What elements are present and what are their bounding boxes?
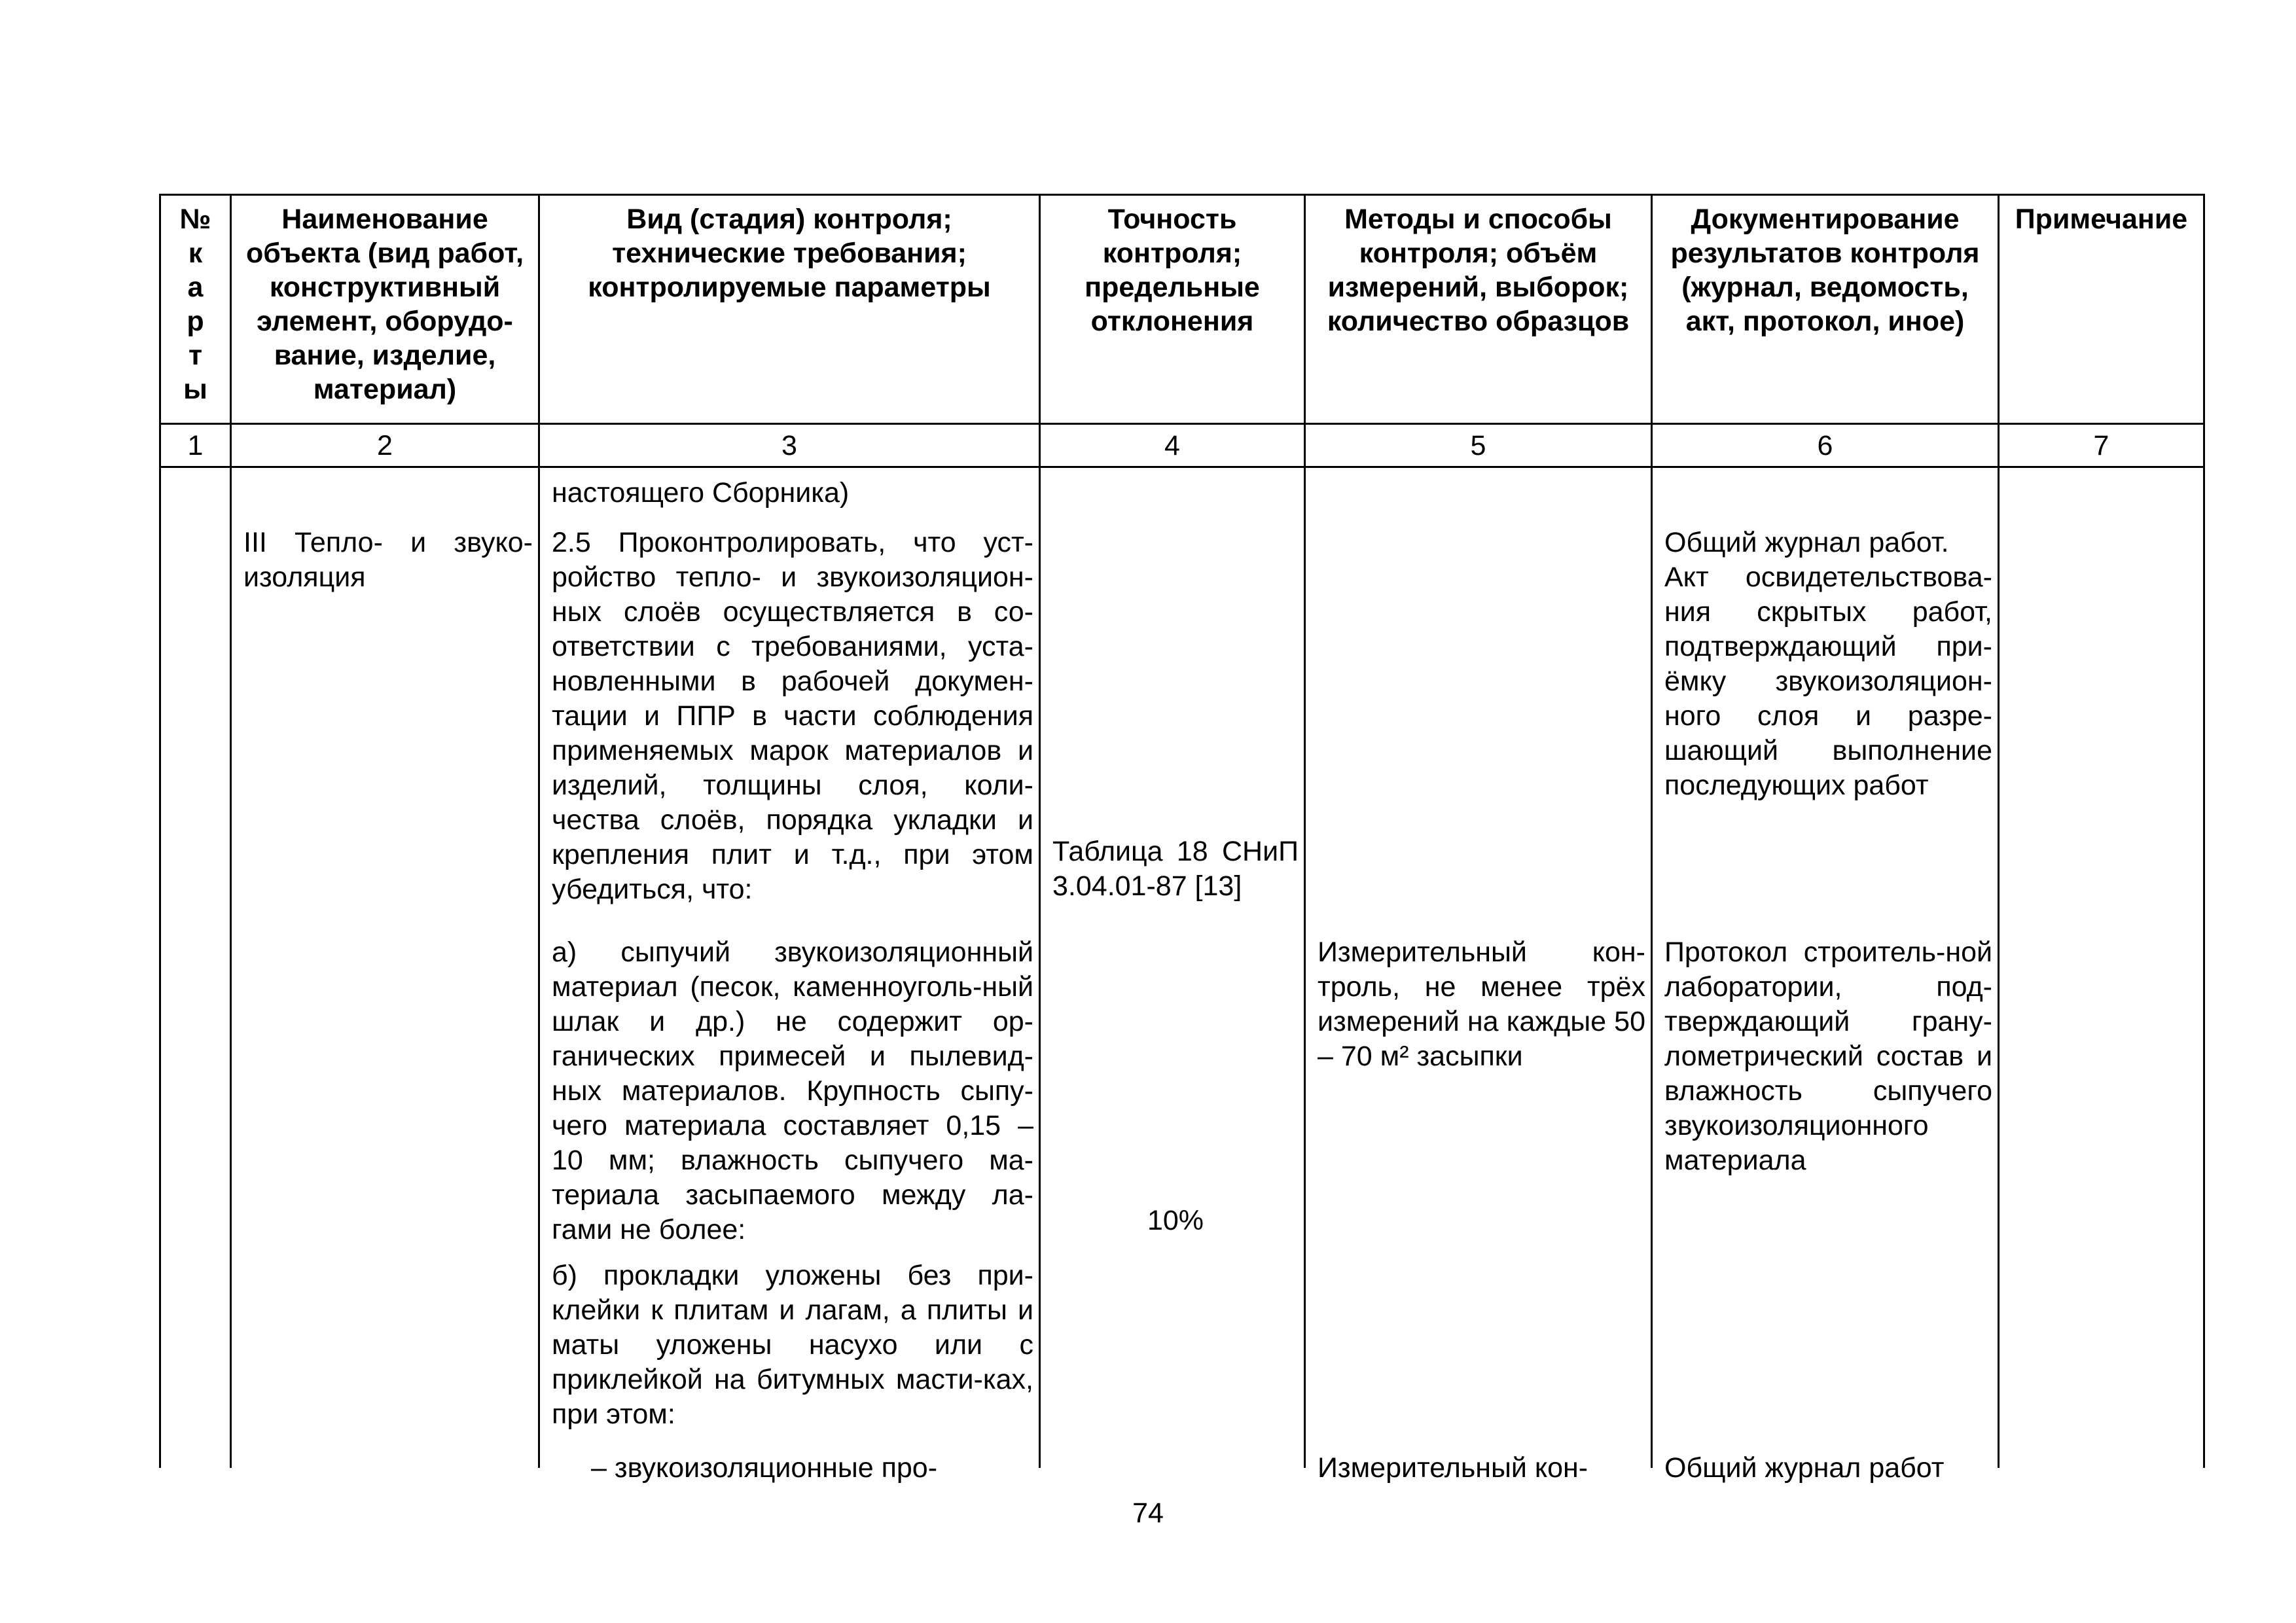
control-type-cell bbox=[539, 467, 1040, 1484]
header-object-name: Наименование объекта (вид работ, конструктивный элемент, оборудо-вание, изделие, материал) bbox=[231, 195, 539, 424]
accuracy-cell bbox=[1040, 467, 1305, 1469]
column-number: 2 bbox=[231, 424, 539, 467]
item-2-5: 2.5 Проконтролировать, что уст-ройство тепло- и звукоизоляцион-ных слоёв осуществляется в со-ответствии с требованиями, уста-новленными в рабочей докумен-тации и ППР в части соблюдения применяемых марок материалов и изделий, толщины слоя, коли-чества слоёв, порядка укладки и крепления плит и т.д., при этом убедиться, что: bbox=[552, 527, 1033, 905]
doc-journal: Общий журнал работ. bbox=[1664, 527, 1949, 558]
methods-cell bbox=[1305, 467, 1652, 1484]
column-number: 6 bbox=[1652, 424, 1999, 467]
header-methods: Методы и способы контроля; объём измерений, выборок; количество образцов bbox=[1305, 195, 1652, 424]
continued-text: настоящего Сборника) bbox=[552, 477, 850, 508]
item-a: а) сыпучий звукоизоляционный материал (песок, каменноуголь-ный шлак и др.) не содержит ор-ганических примесей и пылевид-ных материалов. Крупность сыпу-чего материала составляет 0,15 – 10 мм; влажность сыпучего ма-териала засыпаемого между ла-гами не более: bbox=[552, 936, 1033, 1245]
column-number: 3 bbox=[539, 424, 1040, 467]
doc-act: Акт освидетельствова-ния скрытых работ, подтверждающий при-ёмку звукоизоляцион-ного слоя и разре-шающий выполнение последующих работ bbox=[1664, 562, 1992, 801]
header-card-number: № к а р т ы bbox=[160, 195, 231, 424]
item-b: б) прокладки уложены без при-клейки к плитам и лагам, а плиты и маты уложены насухо или с приклейкой на битумных масти-ках, при этом: bbox=[552, 1260, 1033, 1430]
header-notes: Примечание bbox=[1999, 195, 2204, 424]
body-row bbox=[160, 467, 2204, 1469]
doc-journal-dash: Общий журнал работ bbox=[1664, 1452, 1945, 1484]
column-number: 5 bbox=[1305, 424, 1652, 467]
doc-lab-protocol: Протокол строитель-ной лаборатории, под-тверждающий грану-лометрический состав и влажность сыпучего звукоизоляционного материала bbox=[1664, 936, 1992, 1176]
notes-cell bbox=[1999, 467, 2204, 1469]
header-control-type: Вид (стадия) контроля; технические требования; контролируемые параметры bbox=[539, 195, 1040, 424]
column-number: 4 bbox=[1040, 424, 1305, 467]
column-number: 7 bbox=[1999, 424, 2204, 467]
item-dash: – звукоизоляционные про- bbox=[591, 1452, 938, 1484]
column-number: 1 bbox=[160, 424, 231, 467]
header-documentation: Документирование результатов контроля (журнал, ведомость, акт, протокол, иное) bbox=[1652, 195, 1999, 424]
accuracy-reference: Таблица 18 СНиП 3.04.01-87 [13] bbox=[1052, 836, 1299, 902]
page-number: 74 bbox=[1132, 1497, 1164, 1529]
method-dash: Измерительный кон- bbox=[1318, 1452, 1588, 1484]
method-a: Измерительный кон-троль, не менее трёх измерений на каждые 50 – 70 м² засыпки bbox=[1318, 936, 1645, 1072]
documentation-cell bbox=[1652, 467, 1999, 1484]
control-table bbox=[159, 194, 2205, 1484]
header-row bbox=[160, 195, 2204, 424]
accuracy-percent: 10% bbox=[1147, 1205, 1204, 1236]
object-name-cell bbox=[231, 467, 539, 1469]
column-number-row bbox=[160, 424, 2204, 467]
header-accuracy: Точность контроля; предельные отклонения bbox=[1040, 195, 1305, 424]
card-number-cell bbox=[160, 467, 231, 1469]
object-name: III Тепло- и звуко-изоляция bbox=[243, 527, 533, 593]
